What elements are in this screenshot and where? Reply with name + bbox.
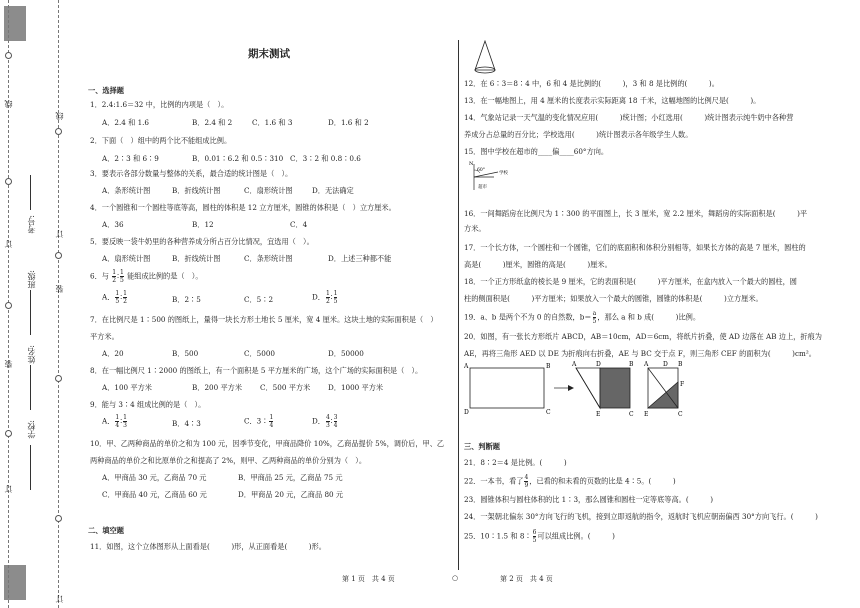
name-line[interactable] (30, 365, 31, 410)
svg-text:C: C (546, 409, 551, 416)
question-17-cont: 高是( )厘米，圆锥的高是( )厘米。 (464, 260, 612, 269)
binding-mark: 订 (55, 230, 64, 238)
section-heading: 三、判断题 (464, 442, 500, 451)
svg-text:D: D (464, 409, 469, 416)
hole-circle (5, 178, 12, 185)
question-21: 21．8∶2＝4 是比例。( ) (464, 458, 567, 467)
option[interactable]: B．折线统计图 (172, 186, 221, 195)
question-10: 10．甲、乙两种商品的单价之和为 100 元，因季节变化，甲商品降价 10%，乙商品提价 5%，调价后，甲、乙 (90, 439, 445, 448)
hole-circle (55, 252, 62, 259)
cone-figure (474, 40, 496, 76)
fraction: $\frac{6}{5}$ (532, 529, 537, 544)
svg-text:B: B (629, 361, 634, 368)
svg-text:D: D (663, 361, 668, 368)
question-16-cont: 方米。 (464, 224, 486, 233)
option[interactable]: D．1000 平方米 (328, 383, 384, 392)
question-7-cont: 平方米。 (90, 332, 119, 341)
exam-number-label: 考号: (27, 215, 36, 234)
binding-mark: 订 (4, 240, 13, 248)
footer-circle: ○ (452, 574, 459, 582)
svg-text:B: B (546, 363, 551, 370)
question-9: 9．能与 3∶4 组成比例的是（ ）。 (90, 400, 206, 409)
question-23: 23．圆锥体积与圆柱体积的比 1∶3，那么圆锥和圆柱一定等底等高。( ) (464, 495, 714, 504)
page-number-right: 第 2 页 共 4 页 (500, 575, 553, 583)
svg-text:C: C (629, 411, 634, 418)
question-15: 15．图中学校在超市的____偏____60°方向。 (464, 147, 609, 156)
hole-circle (5, 430, 12, 437)
question-14-cont: 养成分占总量的百分比；学校选用( )统计图表示各年级学生人数。 (464, 130, 693, 139)
question-10-cont: 两种商品的单价之和比原单价之和提高了 2%，则甲、乙两种商品的单价分别为（ ）。 (90, 456, 367, 465)
binding-mark: 线 (4, 100, 13, 108)
folding-figure (464, 360, 694, 420)
option[interactable]: B．折线统计图 (172, 254, 221, 263)
option[interactable]: A．甲商品 30 元，乙商品 70 元 (102, 473, 207, 482)
option[interactable]: A．20 (102, 349, 124, 358)
market-point-label: 超市 (478, 185, 487, 190)
direction-figure (466, 160, 526, 196)
question-24: 24．一架朝北偏东 30°方向飞行的飞机，接到立即返航的指令，返航时飞机应朝南偏西 30°方向飞行。( ) (464, 512, 818, 521)
fraction: $\frac{4}{9}$ (524, 474, 529, 489)
question-8: 8．在一幅比例尺 1∶2000 的图纸上，有一个面积是 5 平方厘米的广场，这个广场的实际面积是（ ）。 (90, 366, 423, 375)
question-19: 19．a、b 是两个不为 0 的自然数，b＝ $\frac{a}{5}$ ，那么 a 和 b 成( )比例。 (464, 310, 701, 325)
option[interactable]: D．上述三种都不能 (328, 254, 392, 263)
name-label: 姓名: (27, 345, 36, 364)
option[interactable]: B．4∶3 (172, 419, 201, 428)
option[interactable]: B．12 (192, 220, 214, 229)
option[interactable]: C．500 平方米 (260, 383, 311, 392)
option[interactable]: A． $\frac{1}{4}$ ∶ $\frac{1}{3}$ (102, 414, 127, 429)
option[interactable]: B．甲商品 25 元，乙商品 75 元 (238, 473, 343, 482)
fraction: $\frac{1}{5}$ (119, 269, 124, 284)
question-13: 13．在一幅地图上，用 4 厘米的长度表示实际距离 18 千米，这幅地图的比例尺是( )。 (464, 96, 761, 105)
binding-mark: 订 (55, 595, 64, 603)
question-22: 22．一本书，看了 $\frac{4}{9}$ ，已看的和未看的页数的比是 4∶5。( ) (464, 474, 676, 489)
exam-number-line[interactable] (30, 175, 31, 210)
option[interactable]: D． $\frac{1}{2}$ ∶ $\frac{1}{5}$ (312, 290, 338, 305)
column-divider (458, 40, 459, 570)
option[interactable]: D．1.6 和 2 (328, 118, 369, 127)
school-line[interactable] (30, 445, 31, 490)
section-heading: 二、填空题 (88, 526, 124, 535)
option[interactable]: D． $\frac{4}{3}$ ∶ $\frac{3}{4}$ (312, 414, 338, 429)
option[interactable]: B．500 (172, 349, 199, 358)
question-4: 4．一个圆锥和一个圆柱等底等高，圆柱的体积是 12 立方厘米，圆锥的体积是（ ）立方厘米。 (90, 203, 396, 212)
option[interactable]: A．条形统计图 (102, 186, 151, 195)
question-14: 14．气象站记录一天气温的变化情况应用( )统计图；小红选用( )统计图表示纯牛奶中各种营 (464, 113, 794, 122)
option[interactable]: B．2∶5 (172, 295, 201, 304)
option[interactable]: C．甲商品 40 元，乙商品 60 元 (102, 490, 207, 499)
class-label: 班级: (27, 270, 36, 289)
angle-label: 60° (477, 168, 485, 173)
option[interactable]: A．扇形统计图 (102, 254, 151, 263)
option[interactable]: C．4 (290, 220, 308, 229)
svg-text:A: A (644, 361, 649, 368)
svg-text:F: F (680, 381, 685, 388)
option[interactable]: C．1.6 和 3 (252, 118, 293, 127)
page-title: 期末测试 (248, 48, 290, 60)
question-1: 1．2.4:1.6＝32 中，比例的内项是（ ）。 (90, 100, 229, 109)
question-2: 2．下面（ ）组中的两个比不能组成比例。 (90, 136, 232, 145)
option[interactable]: B．2.4 和 2 (192, 118, 233, 127)
svg-text:A: A (572, 361, 577, 368)
question-5: 5．要反映一袋牛奶里的各种营养成分所占百分比情况，宜选用（ ）。 (90, 237, 314, 246)
option[interactable]: A．36 (102, 220, 124, 229)
binding-mark: 线 (55, 112, 64, 120)
fraction: $\frac{a}{5}$ (592, 310, 597, 325)
class-line[interactable] (30, 290, 31, 335)
hole-circle (55, 128, 62, 135)
svg-text:E: E (596, 411, 601, 418)
svg-text:C: C (678, 411, 683, 418)
option[interactable]: C．3∶ $\frac{1}{4}$ (244, 414, 274, 429)
question-17: 17．一个长方体，一个圆柱和一个圆锥，它们的底面积和体积分别相等，如果长方体的高是 7 厘米，圆柱的 (464, 243, 806, 252)
school-label: 学校: (27, 420, 36, 439)
question-18: 18．一个正方形纸盒的棱长是 9 厘米，它的表面积是( )平方厘米，在盒内放入一个最大的圆柱，圆 (464, 277, 797, 286)
binding-strip (0, 0, 62, 608)
question-16: 16．一间舞蹈房在比例尺为 1∶300 的平面图上，长 3 厘米，宽 2.2 厘米，舞蹈房的实际面积是( )平 (464, 209, 808, 218)
north-label: N (469, 161, 474, 167)
question-18-cont: 柱的侧面积是( )平方厘米；如果放入一个最大的圆锥，圆锥的体积是( )立方厘米。 (464, 294, 763, 303)
hole-circle (55, 515, 62, 522)
option[interactable]: A．2∶3 和 6∶9 (102, 154, 159, 163)
question-20: 20．如图，有一张长方形纸片 ABCD，AB＝10cm，AD＝6cm，将纸片折叠，使 AD 边落在 AB 边上，折痕为 (464, 332, 822, 341)
binding-mark: 装 (55, 285, 64, 293)
question-6: 6．与 $\frac{1}{2}$ ∶ $\frac{1}{5}$ 能组成比例的是（ ）。 (90, 269, 203, 284)
option[interactable]: A．2.4 和 1.6 (102, 118, 149, 127)
hole-circle (5, 52, 12, 59)
hole-circle (5, 302, 12, 309)
binding-mark: 订 (4, 485, 13, 493)
fraction: $\frac{1}{2}$ (112, 269, 117, 284)
option[interactable]: C．扇形统计图 (244, 186, 293, 195)
option[interactable]: B．200 平方米 (192, 383, 243, 392)
svg-text:D: D (596, 361, 601, 368)
svg-text:A: A (464, 363, 469, 370)
option[interactable]: C．条形统计图 (244, 254, 293, 263)
svg-text:B: B (678, 361, 683, 368)
school-point-label: 学校 (499, 171, 508, 176)
option[interactable]: A． $\frac{1}{5}$ ∶ $\frac{1}{2}$ (102, 290, 127, 305)
question-25: 25．10∶1.5 和 8∶ $\frac{6}{5}$ 可以组成比例。( ) (464, 529, 615, 544)
option[interactable]: B．0.01∶6.2 和 0.5∶310 (192, 154, 284, 163)
option[interactable]: A．100 平方米 (102, 383, 152, 392)
question-3: 3．要表示各部分数量与整体的关系，最合适的统计图是（ ）。 (90, 169, 293, 178)
hole-circle (55, 375, 62, 382)
question-7: 7．在比例尺是 1∶500 的图纸上，量得一块长方形土地长 5 厘米，宽 4 厘米。这块土地的实际面积是（ ） (90, 315, 438, 324)
option[interactable]: D．无法确定 (312, 186, 354, 195)
question-20-cont: AE，再将三角形 AED 以 DE 为折痕向右折叠，AE 与 BC 交于点 F，则三角形 CEF 的面积为( )cm²。 (464, 349, 816, 358)
binding-mark: 装 (4, 360, 13, 368)
option[interactable]: C．5000 (244, 349, 275, 358)
svg-text:E: E (644, 411, 649, 418)
question-11: 11．如图，这个立体图形从上面看是( )形，从正面看是( )形。 (90, 542, 326, 551)
option[interactable]: C．3∶2 和 0.8∶0.6 (290, 154, 361, 163)
page-number-left: 第 1 页 共 4 页 (342, 575, 395, 583)
question-12: 12．在 6∶3＝8∶4 中，6 和 4 是比例的( )，3 和 8 是比例的( )。 (464, 79, 719, 88)
option[interactable]: D．甲商品 20 元，乙商品 80 元 (238, 490, 344, 499)
option[interactable]: D．50000 (328, 349, 364, 358)
option[interactable]: C．5∶2 (244, 295, 274, 304)
section-heading: 一、选择题 (88, 86, 124, 95)
